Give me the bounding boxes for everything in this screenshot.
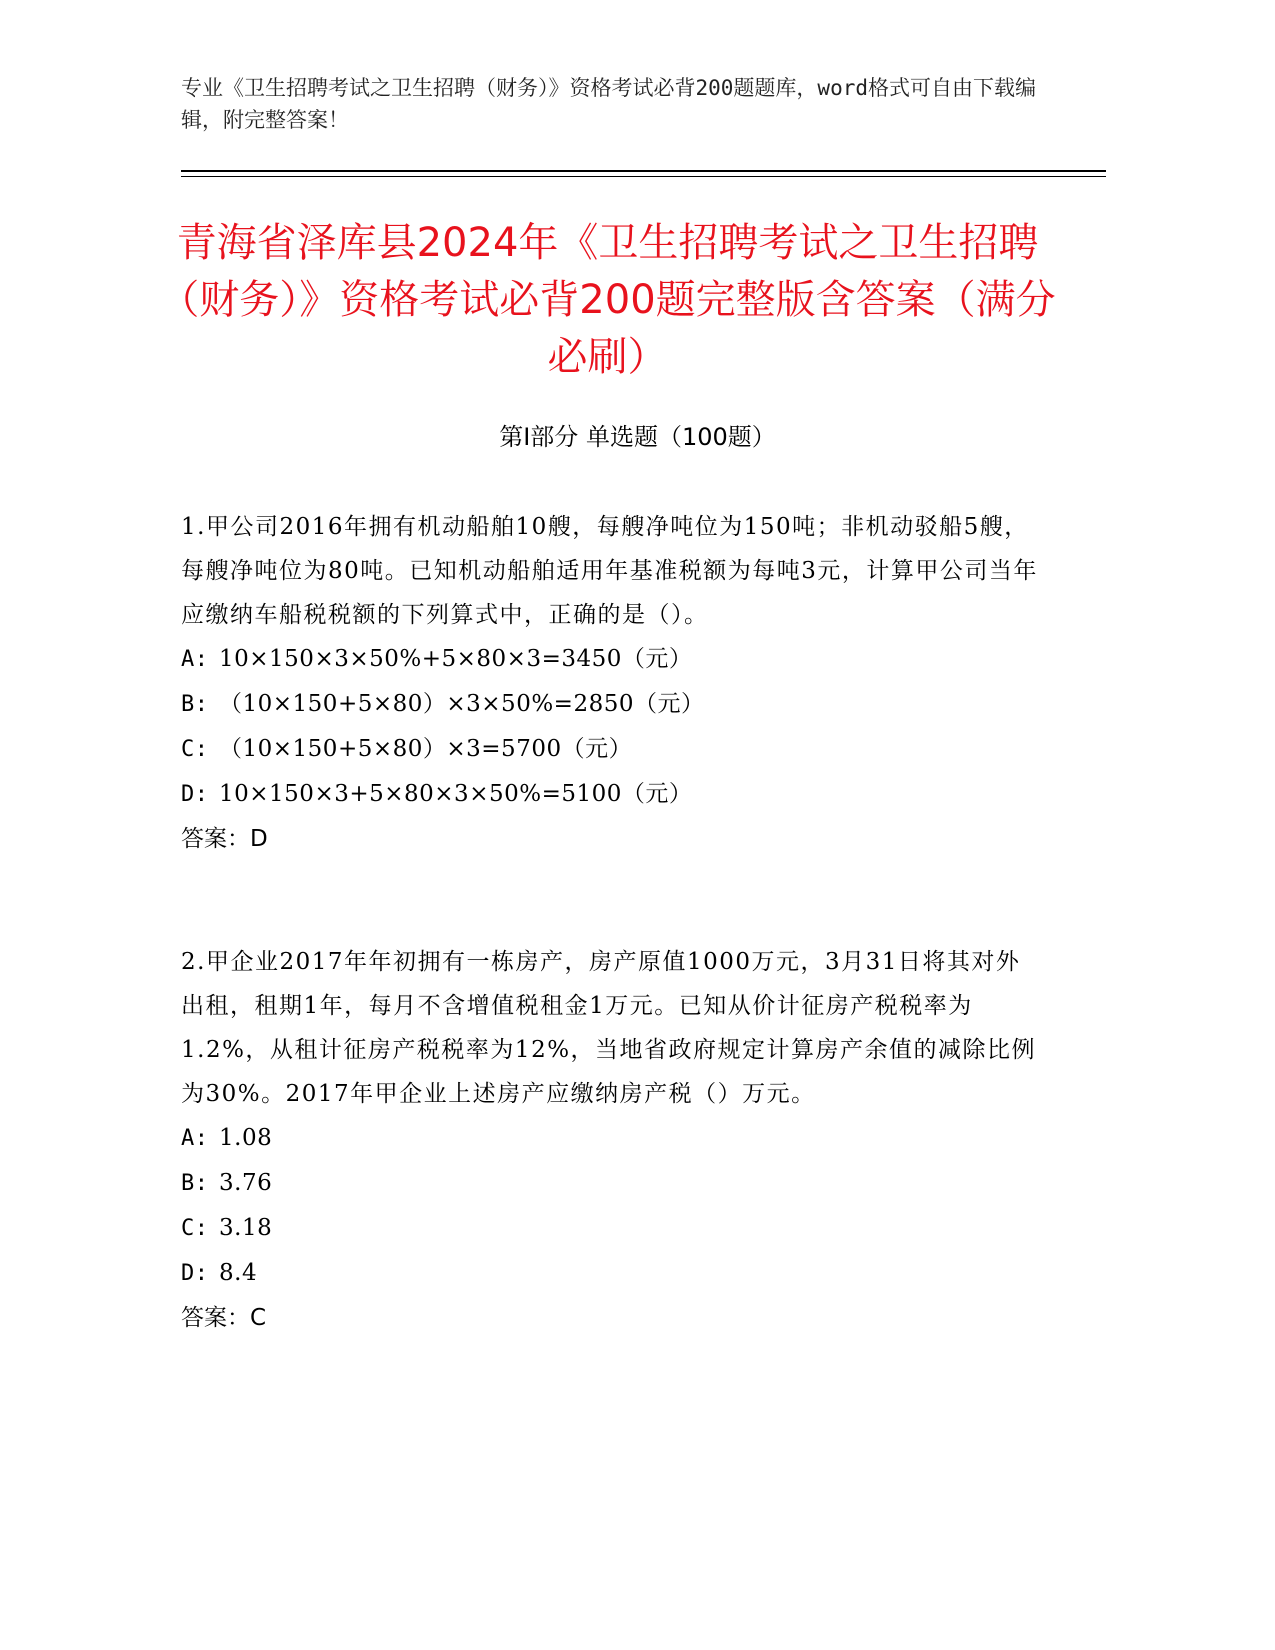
- option-letter: B:: [181, 1171, 209, 1196]
- option-letter: A:: [181, 1126, 209, 1151]
- question-stem: 1.甲公司2016年拥有机动船舶10艘，每艘净吨位为150吨；非机动驳船5艘，每艘净吨位为80吨。已知机动船舶适用年基准税额为每吨3元，计算甲公司当年应缴纳车船税税额的下列算式中，正确的是（）。: [181, 514, 1038, 628]
- option-d: [181, 1251, 1041, 1296]
- option-text: 10×150×3+5×80×3×50%=5100（元）: [219, 781, 693, 807]
- option-c: [181, 1206, 1041, 1251]
- option-b: [181, 682, 1041, 727]
- option-d: [181, 772, 1041, 817]
- option-letter: B:: [181, 692, 209, 717]
- option-a: [181, 1116, 1041, 1161]
- answer-line: 答案：D: [181, 826, 268, 852]
- option-text: （10×150+5×80）×3×50%=2850（元）: [219, 691, 705, 717]
- header-divider-thin: [181, 176, 1106, 177]
- option-c: [181, 727, 1041, 772]
- option-text: （10×150+5×80）×3=5700（元）: [219, 736, 633, 762]
- option-a: [181, 637, 1041, 682]
- question-block: [181, 940, 1041, 1340]
- answer-line: 答案：C: [181, 1305, 267, 1331]
- document-title: 青海省泽库县2024年《卫生招聘考试之卫生招聘（财务）》资格考试必背200题完整版含答案（满分必刷）: [159, 220, 1056, 380]
- option-letter: A:: [181, 647, 209, 672]
- option-text: 10×150×3×50%+5×80×3=3450（元）: [219, 646, 693, 672]
- option-text: 3.18: [219, 1215, 273, 1241]
- header-divider-thick: [181, 170, 1106, 172]
- option-text: 3.76: [219, 1170, 273, 1196]
- option-b: [181, 1161, 1041, 1206]
- option-letter: C:: [181, 737, 209, 762]
- option-text: 1.08: [219, 1125, 273, 1151]
- option-letter: D:: [181, 1261, 209, 1286]
- question-stem: 2.甲企业2017年年初拥有一栋房产，房产原值1000万元，3月31日将其对外出租，租期1年，每月不含增值税租金1万元。已知从价计征房产税税率为1.2%，从租计征房产税税率为12%，当地省政府规定计算房产余值的减除比例为30%。2017年甲企业上述房产应缴纳房产税（）万元。: [181, 949, 1037, 1107]
- option-letter: C:: [181, 1216, 209, 1241]
- question-block: [181, 505, 1041, 861]
- option-letter: D:: [181, 782, 209, 807]
- option-text: 8.4: [219, 1260, 258, 1286]
- header-note: 专业《卫生招聘考试之卫生招聘（财务）》资格考试必背200题题库，word格式可自由下载编辑，附完整答案！: [181, 76, 1036, 132]
- section-heading: 第I部分 单选题（100题）: [499, 423, 776, 451]
